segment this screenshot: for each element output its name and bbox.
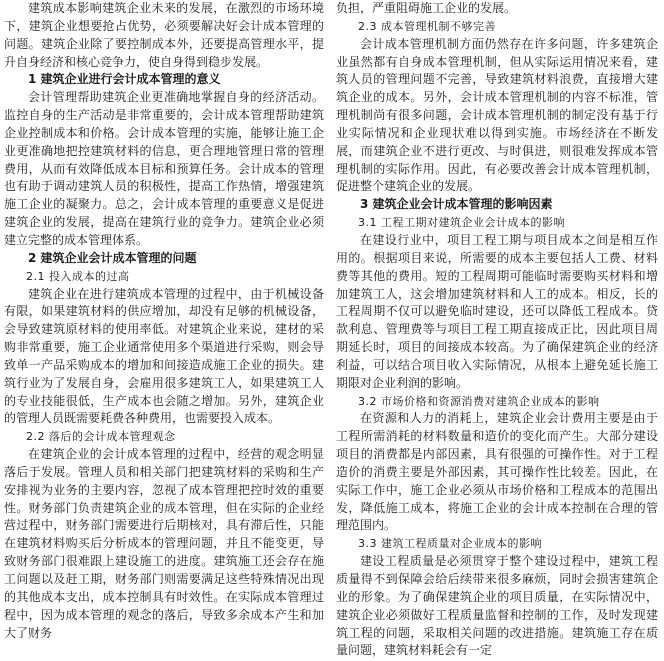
subsection-2-3-paragraph: 会计成本管理机制方面仍然存在许多问题，许多建筑企业虽然都有自身成本管理机制，但从实际运用情况来看，建筑人员的管理问题不完善，导致建筑材料浪费，直接增大建筑企业的成本。另外，会计成本管理机制的内容不标准，管理机制尚有很多问题，会计成本管理机制的制定没有基于行业实际情况和企业现状难以得到实施。市场经济在不断发展，而建筑企业不进行更改、与时俱进，则很难发挥成本管理机制的实际作用。因此，有必要改善会计成本管理机制，促进整个建筑企业的发展。 (336, 36, 658, 194)
intro-paragraph: 建筑成本影响建筑企业未来的发展，在激烈的市场环境下，建筑企业想要抢占优势，必须要解决好会计成本管理的问题。建筑企业除了要控制成本外，还要提高管理水平，提升自身经济和核心竞争力，使自身得到稳步发展。 (4, 1, 324, 69)
subsection-heading-3-1: 3.1 工程工期对建筑企业会计成本的影响 (358, 216, 565, 230)
subsection-2-1-paragraph: 建筑企业在进行建筑成本管理的过程中，由于机械设备有限，如果建筑材料的供应增加，却没有足够的机械设备，会导致建筑原材料的使用率低。对建筑企业来说，建材的采购非常重要，施工企业通常使用多个渠道进行采购，则会导致单一产品采购成本的增加和间接造成施工企业的损失。建筑行业为了发展自身，会雇用很多建筑工人，如果建筑工人的专业技能很低，生产成本也会随之增加。另外，建筑企业的管理人员既需要耗费各种费用，也需要投入成本。 (4, 286, 324, 426)
subsection-heading-3-2: 3.2 市场价格和资源消费对建筑企业成本的影响 (358, 394, 600, 408)
section-heading-2: 2 建筑企业会计成本管理的问题 (28, 250, 197, 265)
continuation-paragraph: 负担，严重阻碍施工企业的发展。 (336, 1, 517, 15)
left-column (4, 0, 324, 642)
subsection-3-3-paragraph: 建设工程质量是必须贯穿于整个建设过程中，建筑工程质量得不到保障会给后续带来很多麻烦，同时会损害建筑企业的形象。为了确保建筑企业的项目质量，在实际情况中，建筑企业必须做好工程质量监督和控制的工作，及时发现建筑工程的问题，采取相关问题的改进措施。建筑施工存在质量问题，建筑材料耗会有一定 (336, 554, 658, 658)
subsection-heading-2-1: 2.1 投入成本的过高 (26, 269, 130, 283)
right-column (336, 0, 658, 660)
subsection-2-2-paragraph: 在建筑企业的会计成本管理的过程中，经营的观念明显落后于发展。管理人员和相关部门把建筑材料的采购和生产安排视为业务的主要内容，忽视了成本管理把控时效的重要性。财务部门负责建筑企业的成本管理，但在实际的企业经营过程中，财务部门需要进行后期核对，具有滞后性，只能在建筑材料购买后分析成本的管理问题，并且不能变更，导致财务部门很难跟上建设施工的进度。建筑施工还会存在施工问题以及赶工期，财务部门则需要满足这些特殊情况出现的其他成本支出，成本控制具有时效性。在实际成本管理过程中，因为成本管理的观念的落后，导致多余成本产生和加大了财务 (4, 447, 324, 640)
section-heading-3: 3 建筑企业会计成本管理的影响因素 (360, 197, 553, 212)
subsection-heading-2-3: 2.3 成本管理机制不够完善 (358, 19, 496, 33)
subsection-heading-2-2: 2.2 落后的会计成本管理观念 (26, 430, 176, 444)
subsection-heading-3-3: 3.3 建筑工程质量对企业成本的影响 (358, 537, 542, 551)
subsection-3-1-paragraph: 在建设行业中，项目工程工期与项目成本之间是相互作用的。根据项目来说，所需要的成本主要包括人工费、材料费等其他的费用。短的工程周期可能临时需要购买材料和增加建筑工人，这会增加建筑材料和人工的成本。相反，长的工程周期不仅可以避免临时建设，还可以降低工程成本。贷款利息、管理费等与项目工程工期直接成正比，因此项目周期延长时，项目的间接成本较高。为了确保建筑企业的经济利益，可以结合项目收入实际情况，从根本上避免延长施工期限对企业利润的影响。 (336, 232, 658, 390)
section-1-paragraph: 会计管理帮助建筑企业更准确地掌握自身的经济活动。监控自身的生产活动是非常重要的，会计成本管理帮助建筑企业控制成本和价格。会计成本管理的实施，能够让施工企业更准确地把控建筑材料的信息，更合理地管理日常的管理费用，从而有效降低成本目标和预算任务。会计成本的管理也有助于调动建筑人员的积极性，提高工作热情，增强建筑施工企业的凝聚力。总之，会计成本管理的重要意义是促进建筑企业的发展，提高在建筑行业的竞争力。建筑企业必须建立完整的成本管理体系。 (4, 90, 324, 247)
section-heading-1: 1 建筑企业进行会计成本管理的意义 (28, 72, 221, 87)
subsection-3-2-paragraph: 在资源和人力的消耗上，建筑企业会计费用主要是由于工程所需消耗的材料数量和造价的变化而产生。大部分建设项目的消费都是内部因素，具有很强的可操作性。对于工程造价的消费主要是外部因素，其可操作性比较差。因此，在实际工作中，施工企业必须从市场价格和工程成本的范围出发，降低施工成本，将施工企业的会计成本控制在合理的管理范围内。 (336, 411, 658, 533)
